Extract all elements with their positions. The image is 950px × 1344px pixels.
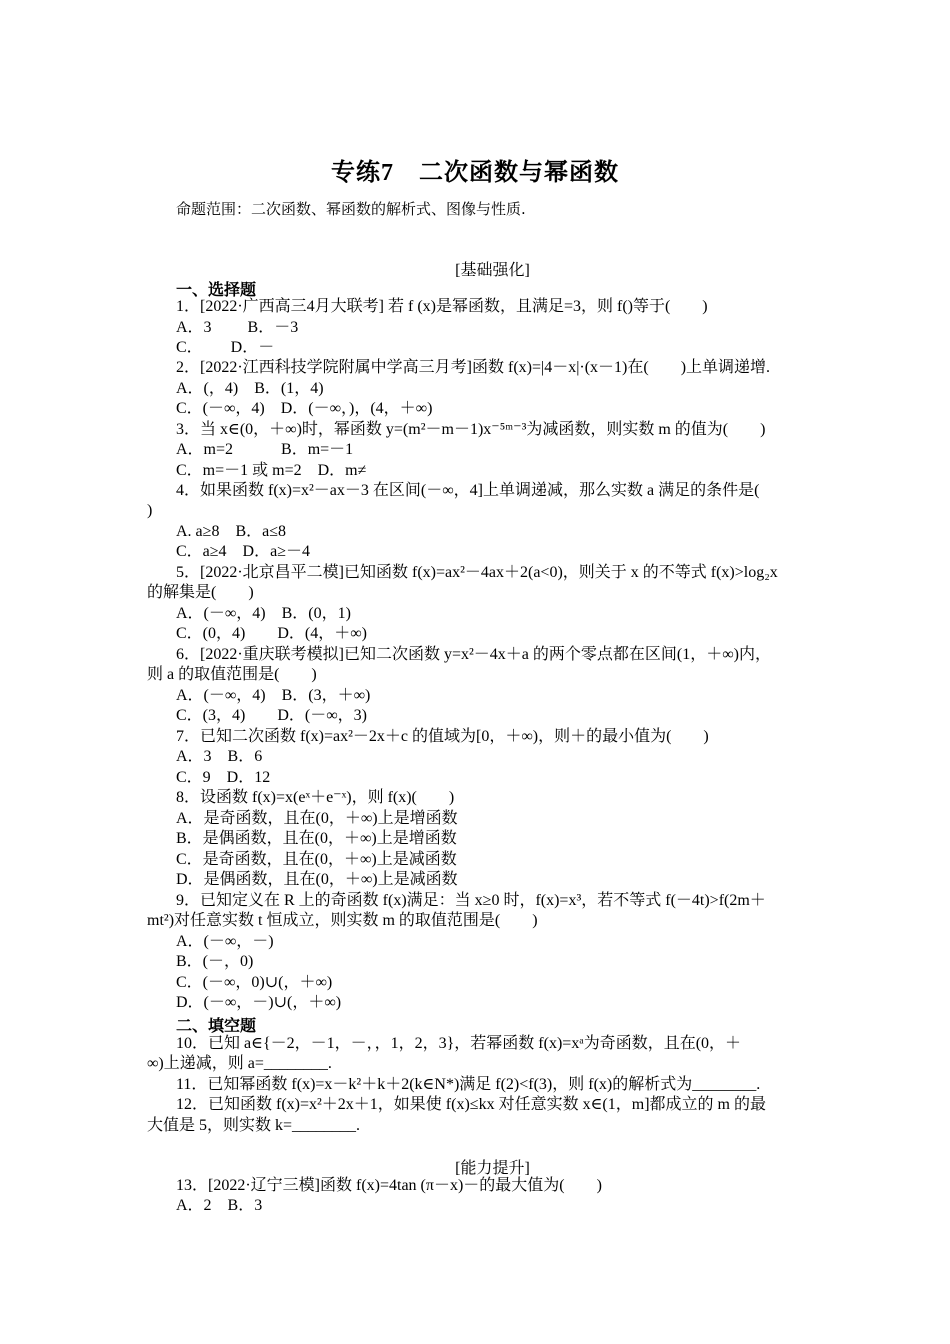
section-advanced: [能力提升] (455, 1160, 530, 1177)
option-line: A. a≥8 B．a≤8 (176, 523, 286, 540)
section-basic: [基础强化] (455, 262, 530, 279)
option-line: A．3 B．6 (176, 748, 263, 765)
question-13: 13．[2022·辽宁三模]函数 f(x)=4tan (π－x)－的最大值为( ) (176, 1177, 602, 1194)
option-line: C． D．－ (176, 339, 275, 356)
question-10: 10．已知 a∈{－2，－1，－，，1，2，3}，若幂函数 f(x)=xᵃ为奇函数，且在(0，＋ (176, 1035, 742, 1052)
option-line: C．m=－1 或 m=2 D．m≠ (176, 462, 367, 479)
question-2: 2．[2022·江西科技学院附属中学高三月考]函数 f(x)=|4－x|·(x－1)在( )上单调递增. (176, 359, 771, 376)
option-line: A．是奇函数，且在(0，＋∞)上是增函数 (176, 810, 458, 827)
option-line: C．(－∞，0)∪(，＋∞) (176, 974, 333, 991)
option-line: A．m=2 B．m=－1 (176, 441, 354, 458)
option-line: D．是偶函数，且在(0，＋∞)上是减函数 (176, 871, 458, 888)
heading-fill: 二、填空题 (176, 1016, 257, 1035)
question-11: 11．已知幂函数 f(x)=x－k²＋k＋2(k∈N*)满足 f(2)<f(3)，则 f(x)的解析式为________. (176, 1076, 761, 1093)
page-title: 专练7 二次函数与幂函数 (331, 160, 619, 186)
question-12-cont: 大值是 5，则实数 k=________. (147, 1117, 361, 1134)
option-line: C．(3，4) D．(－∞，3) (176, 707, 367, 724)
option-line: C．9 D．12 (176, 769, 271, 786)
question-7: 7．已知二次函数 f(x)=ax²－2x＋c 的值域为[0，＋∞)，则＋的最小值为( ) (176, 728, 709, 745)
option-line: A．(－∞，4) B．(0，1) (176, 605, 351, 622)
topic-scope: 命题范围：二次函数、幂函数的解析式、图像与性质. (176, 200, 526, 218)
heading-choice: 一、选择题 (176, 280, 257, 299)
option-line: A．(－∞，4) B．(3，＋∞) (176, 687, 371, 704)
question-8: 8．设函数 f(x)=x(eˣ＋e⁻ˣ)，则 f(x)( ) (176, 789, 455, 806)
question-3: 3．当 x∈(0，＋∞)时，幂函数 y=(m²－m－1)x⁻⁵ᵐ⁻³为减函数，则实数 m 的值为( ) (176, 421, 766, 438)
question-1: 1．[2022·广西高三4月大联考] 若 f (x)是幂函数，且满足=3，则 f()等于( ) (176, 298, 708, 315)
option-line: A．3 B．－3 (176, 319, 299, 336)
question-6-cont: 则 a 的取值范围是( ) (147, 666, 317, 683)
question-5: 5．[2022·北京昌平二模]已知函数 f(x)=ax²－4ax＋2(a<0)，则关于 x 的不等式 f(x)>log₂x (176, 564, 778, 581)
question-12: 12．已知函数 f(x)=x²＋2x＋1，如果使 f(x)≤kx 对任意实数 x∈(1，m]都成立的 m 的最 (176, 1096, 766, 1113)
question-6: 6．[2022·重庆联考模拟]已知二次函数 y=x²－4x＋a 的两个零点都在区间(1，＋∞)内， (176, 646, 771, 663)
option-line: C．(0，4) D．(4，＋∞) (176, 625, 367, 642)
option-line: C．a≥4 D．a≥－4 (176, 543, 310, 560)
option-line: A．(－∞，－) (176, 933, 274, 950)
option-line: B．(－，0) (176, 953, 254, 970)
option-line: D．(－∞，－)∪(，＋∞) (176, 994, 342, 1011)
option-line: B．是偶函数，且在(0，＋∞)上是增函数 (176, 830, 457, 847)
option-line: C．是奇函数，且在(0，＋∞)上是减函数 (176, 851, 457, 868)
question-9: 9．已知定义在 R 上的奇函数 f(x)满足：当 x≥0 时，f(x)=x³，若不等式 f(－4t)>f(2m＋ (176, 892, 766, 909)
question-4: 4．如果函数 f(x)=x²－ax－3 在区间(－∞，4]上单调递减，那么实数 a 满足的条件是( (176, 482, 760, 499)
question-9-cont: mt²)对任意实数 t 恒成立，则实数 m 的取值范围是( ) (147, 912, 538, 929)
option-line: A．2 B．3 (176, 1197, 263, 1214)
option-line: A．(，4) B．(1，4) (176, 380, 324, 397)
question-4-cont: ) (147, 502, 153, 519)
option-line: C．(－∞，4) D．(－∞，)，(4，＋∞) (176, 400, 433, 417)
question-5-cont: 的解集是( ) (147, 584, 254, 601)
question-10-cont: ∞)上递减，则 a=________. (147, 1055, 332, 1072)
